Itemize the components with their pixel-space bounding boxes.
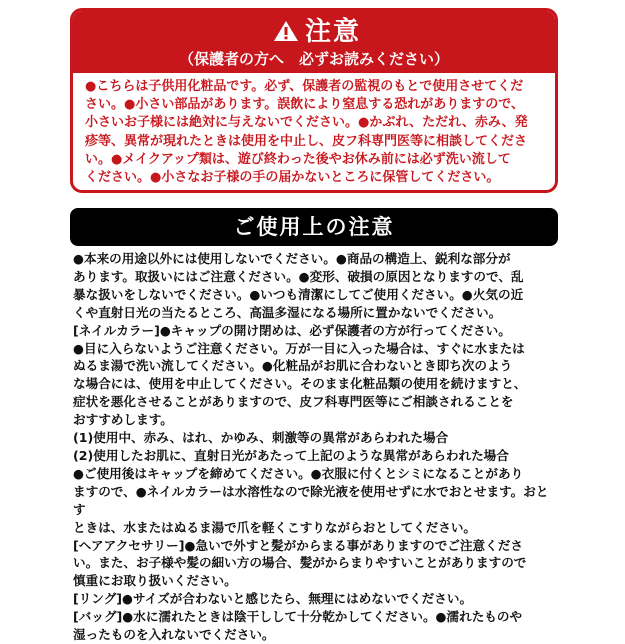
usage-line: 湿ったものを入れないでください。 — [73, 627, 275, 643]
usage-line: あります。取扱いにはご注意ください。●変形、破損の原因となりますので、乱 — [73, 268, 524, 284]
warning-title-row — [73, 11, 555, 49]
warning-text — [73, 73, 555, 187]
usage-line: ●目に入らないようご注意ください。万が一目に入った場合は、すぐに水または — [73, 340, 525, 356]
usage-line: ますので、●ネイルカラーは水溶性なので除光液を使用せずに水でおとせます。おとす — [73, 483, 549, 517]
usage-text — [73, 250, 557, 644]
warning-box — [70, 8, 558, 193]
usage-line: ときは、水またはぬるま湯で爪を軽くこすりながらおとしてください。 — [73, 519, 476, 535]
usage-line: (2)使用したお肌に、直射日光があたって上記のような異常があらわれた場合 — [73, 447, 509, 463]
usage-line: [バッグ]●水に濡れたときは陰干しして十分乾かしてください。●濡れたものや — [73, 609, 523, 625]
warning-line: 疹等、異常が現れたときは使用を中止し、皮フ科専門医等に相談してくださ — [85, 133, 528, 149]
warning-header — [73, 11, 555, 73]
usage-line: ●ご使用後はキャップを締めてください。●衣服に付くとシミになることがあり — [73, 465, 524, 481]
usage-header: ご使用上の注意 — [70, 208, 558, 246]
usage-line: い。また、お子様や髪の細い方の場合、髪がからまりやすいことがありますので — [73, 555, 527, 571]
usage-line: 暴な扱いをしないでください。●いつも清潔にしてご使用ください。●火気の近 — [73, 286, 524, 302]
usage-line: くや直射日光の当たるところ、高温多湿になる場所に置かないでください。 — [73, 304, 502, 320]
usage-line: ぬるま湯で洗い流してください。●化粧品がお肌に合わないとき即ち次のよう — [73, 358, 513, 374]
usage-line: な場合には、使用を中止してください。そのまま化粧品類の使用を続けますと、 — [73, 376, 527, 392]
usage-line: [リング]●サイズが合わないと感じたら、無理にはめないでください。 — [73, 591, 473, 607]
warning-subtitle: （保護者の方へ 必ずお読みください） — [178, 50, 449, 68]
usage-line: ●本来の用途以外には使用しないでください。●商品の構造上、鋭利な部分が — [73, 251, 511, 266]
usage-line: おすすめします。 — [73, 412, 173, 428]
usage-line: 慎重にお取り扱いください。 — [73, 573, 237, 589]
usage-line: [ヘアアクセサリー]●急いで外すと髪がからまる事がありますのでご注意くださ — [73, 537, 523, 553]
warning-line: 小さいお子様には絶対に与えないでください。●かぶれ、ただれ、赤み、発 — [85, 115, 528, 131]
warning-triangle-icon — [273, 20, 299, 42]
warning-title: 注意 — [304, 17, 361, 47]
warning-line: さい。●小さい部品があります。誤飲により窒息する恐れがありますので、 — [85, 97, 525, 113]
warning-line: ●こちらは子供用化粧品です。必ず、保護者の監視のもとで使用させてくだ — [85, 79, 524, 94]
warning-line: ください。●小さなお子様の手の届かないところに保管してください。 — [85, 170, 500, 186]
usage-line: 症状を悪化させることがありますので、皮フ科専門医等にご相談されることを — [73, 394, 514, 410]
usage-line: (1)使用中、赤み、はれ、かゆみ、刺激等の異常があらわれた場合 — [73, 430, 449, 446]
warning-line: い。●メイクアップ類は、遊び終わった後やお休み前には必ず洗い流して — [85, 151, 511, 167]
usage-line: [ネイルカラー]●キャップの開け閉めは、必ず保護者の方が行ってください。 — [73, 322, 511, 338]
